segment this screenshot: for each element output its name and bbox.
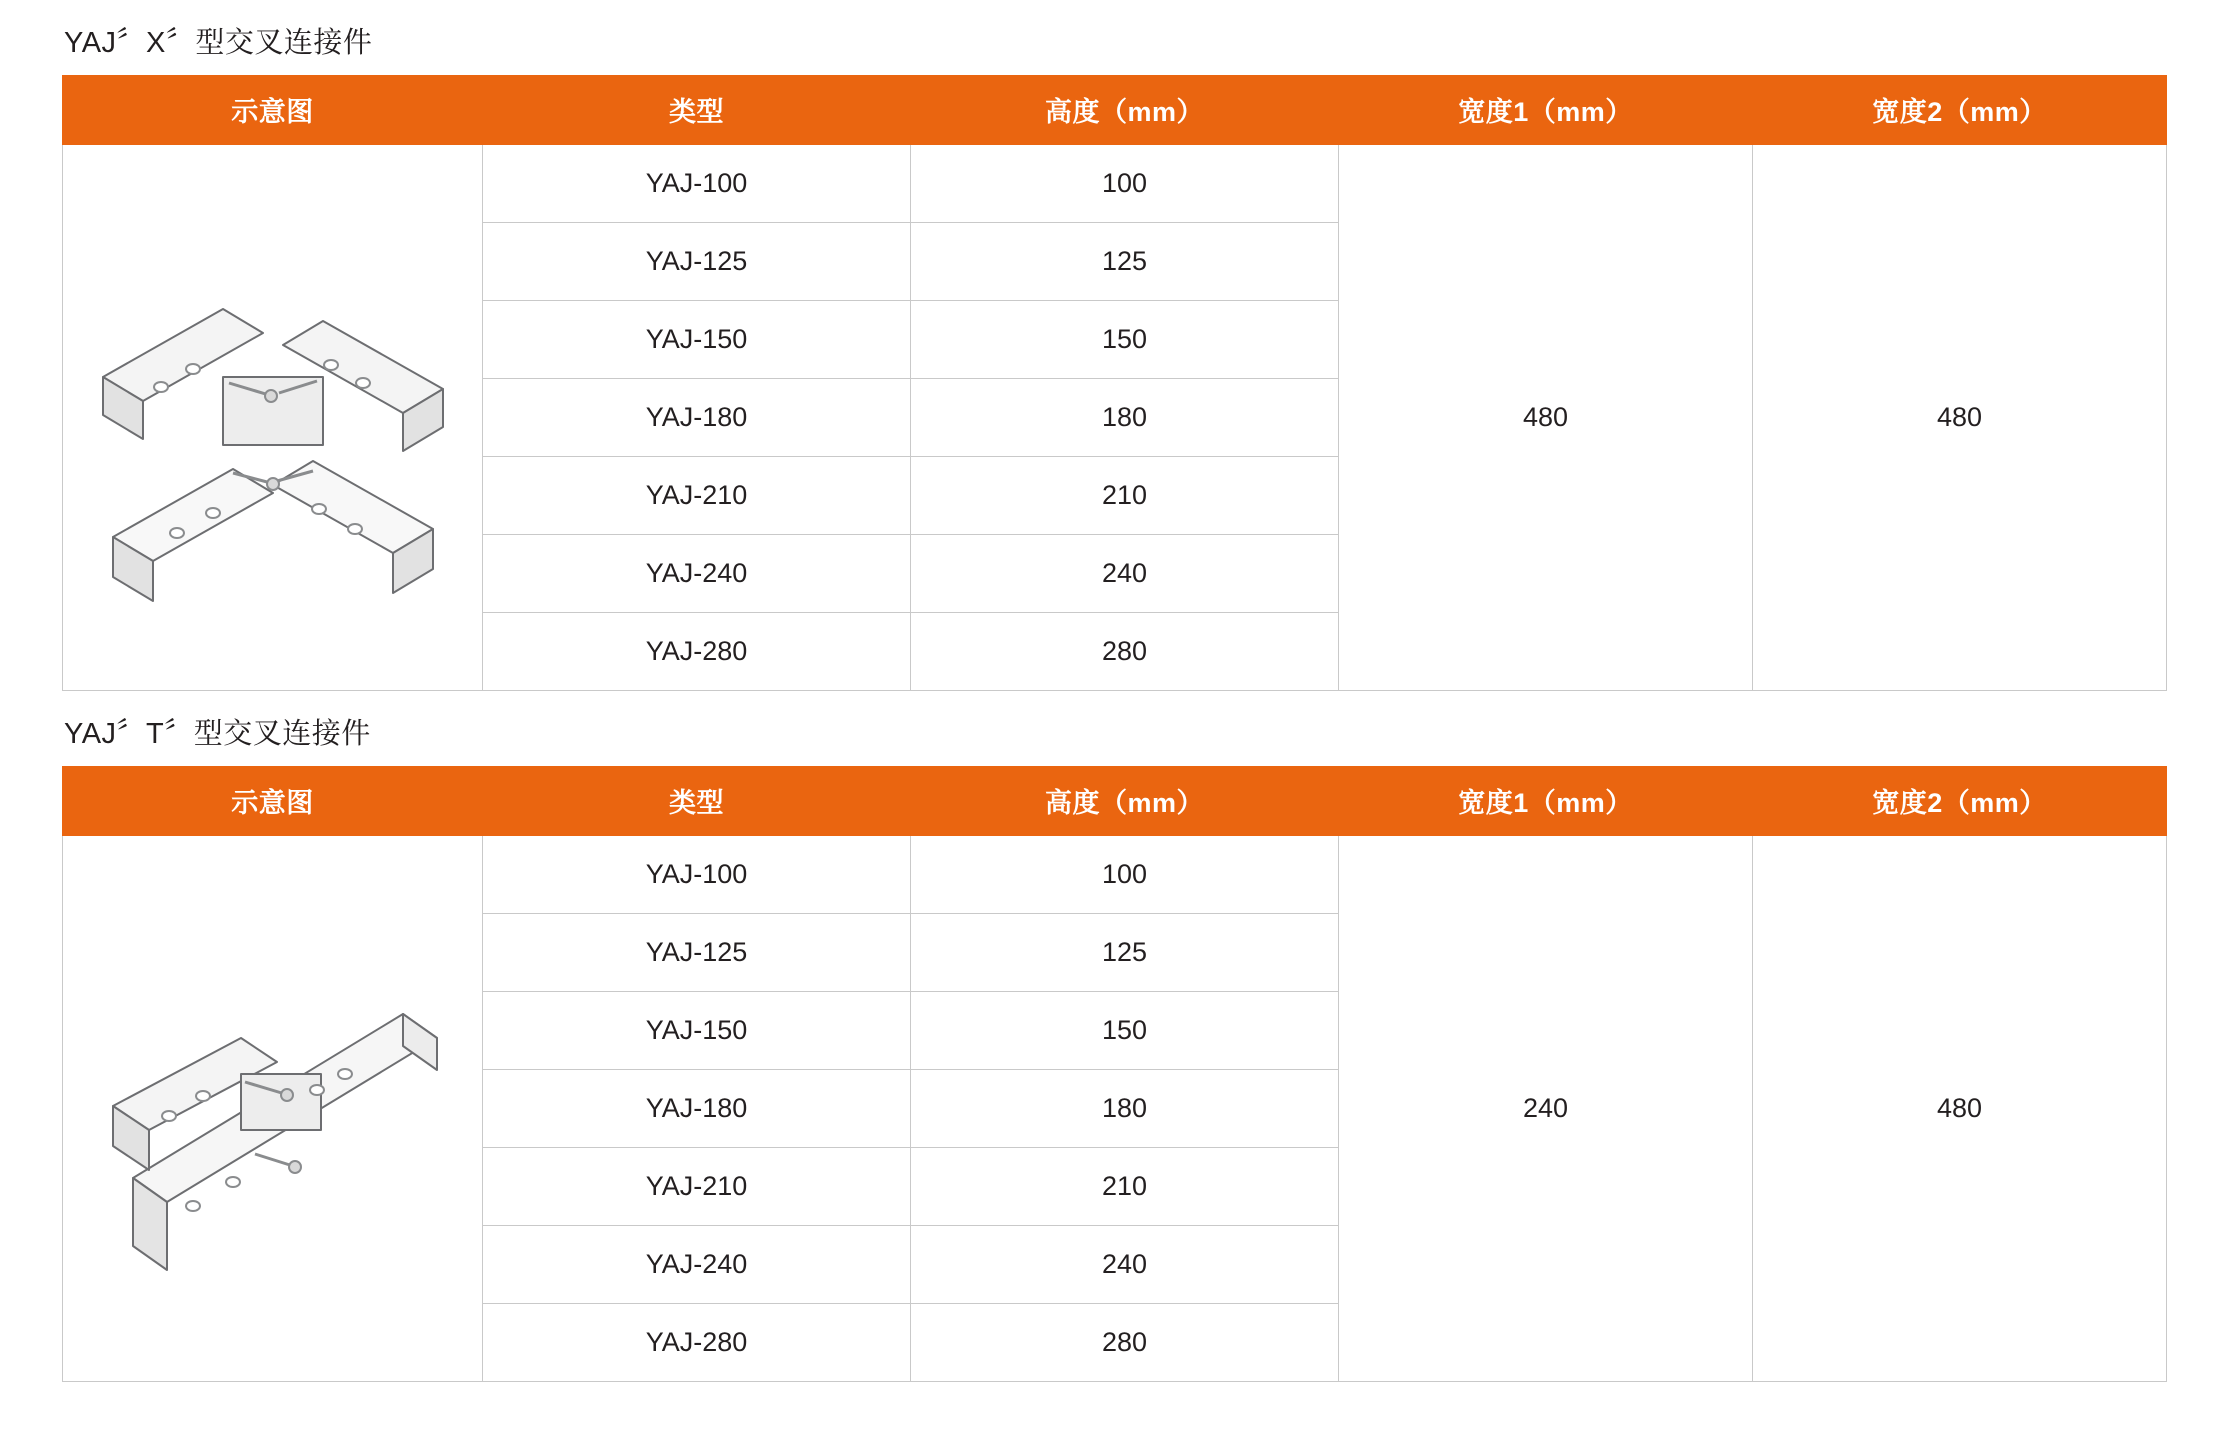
cell-type: YAJ-240 xyxy=(483,1225,911,1303)
cell-height: 100 xyxy=(911,835,1339,913)
section-x-type xyxy=(62,26,2167,691)
x-cross-connector-diagram xyxy=(63,145,482,690)
cell-type: YAJ-210 xyxy=(483,456,911,534)
table-header-row xyxy=(63,766,2167,835)
column-header-width1: 宽度1（mm） xyxy=(1339,766,1753,835)
cell-type: YAJ-150 xyxy=(483,300,911,378)
cell-height: 150 xyxy=(911,991,1339,1069)
cell-type: YAJ-125 xyxy=(483,222,911,300)
spec-table-t xyxy=(62,766,2167,1382)
figure-cell-x xyxy=(63,144,483,690)
table-header-row xyxy=(63,75,2167,144)
cell-height: 280 xyxy=(911,1303,1339,1381)
cell-width2: 480 xyxy=(1753,144,2167,690)
t-cross-connector-diagram xyxy=(63,836,482,1381)
cell-type: YAJ-125 xyxy=(483,913,911,991)
cell-height: 280 xyxy=(911,612,1339,690)
table-row xyxy=(63,835,2167,913)
column-header-figure: 示意图 xyxy=(63,75,483,144)
cell-type: YAJ-100 xyxy=(483,835,911,913)
section-t-type xyxy=(62,717,2167,1382)
column-header-type: 类型 xyxy=(483,75,911,144)
column-header-width2: 宽度2（mm） xyxy=(1753,766,2167,835)
cell-height: 240 xyxy=(911,1225,1339,1303)
cell-width2: 480 xyxy=(1753,835,2167,1381)
cell-height: 180 xyxy=(911,1069,1339,1147)
cell-type: YAJ-240 xyxy=(483,534,911,612)
section-title: YAJ〞T〞型交叉连接件 xyxy=(64,717,371,750)
cell-height: 100 xyxy=(911,144,1339,222)
cell-height: 210 xyxy=(911,1147,1339,1225)
cell-type: YAJ-180 xyxy=(483,1069,911,1147)
cell-type: YAJ-210 xyxy=(483,1147,911,1225)
cell-type: YAJ-280 xyxy=(483,612,911,690)
spec-table-x xyxy=(62,75,2167,691)
cell-height: 125 xyxy=(911,222,1339,300)
column-header-width2: 宽度2（mm） xyxy=(1753,75,2167,144)
column-header-width1: 宽度1（mm） xyxy=(1339,75,1753,144)
figure-cell-t xyxy=(63,835,483,1381)
column-header-height: 高度（mm） xyxy=(911,766,1339,835)
cell-type: YAJ-150 xyxy=(483,991,911,1069)
column-header-type: 类型 xyxy=(483,766,911,835)
cell-height: 180 xyxy=(911,378,1339,456)
cell-width1: 480 xyxy=(1339,144,1753,690)
cell-type: YAJ-100 xyxy=(483,144,911,222)
section-title: YAJ〞X〞型交叉连接件 xyxy=(64,27,373,59)
cell-type: YAJ-280 xyxy=(483,1303,911,1381)
cell-height: 240 xyxy=(911,534,1339,612)
cell-height: 210 xyxy=(911,456,1339,534)
cell-height: 125 xyxy=(911,913,1339,991)
cell-type: YAJ-180 xyxy=(483,378,911,456)
column-header-figure: 示意图 xyxy=(63,766,483,835)
column-header-height: 高度（mm） xyxy=(911,75,1339,144)
cell-width1: 240 xyxy=(1339,835,1753,1381)
table-row xyxy=(63,144,2167,222)
cell-height: 150 xyxy=(911,300,1339,378)
